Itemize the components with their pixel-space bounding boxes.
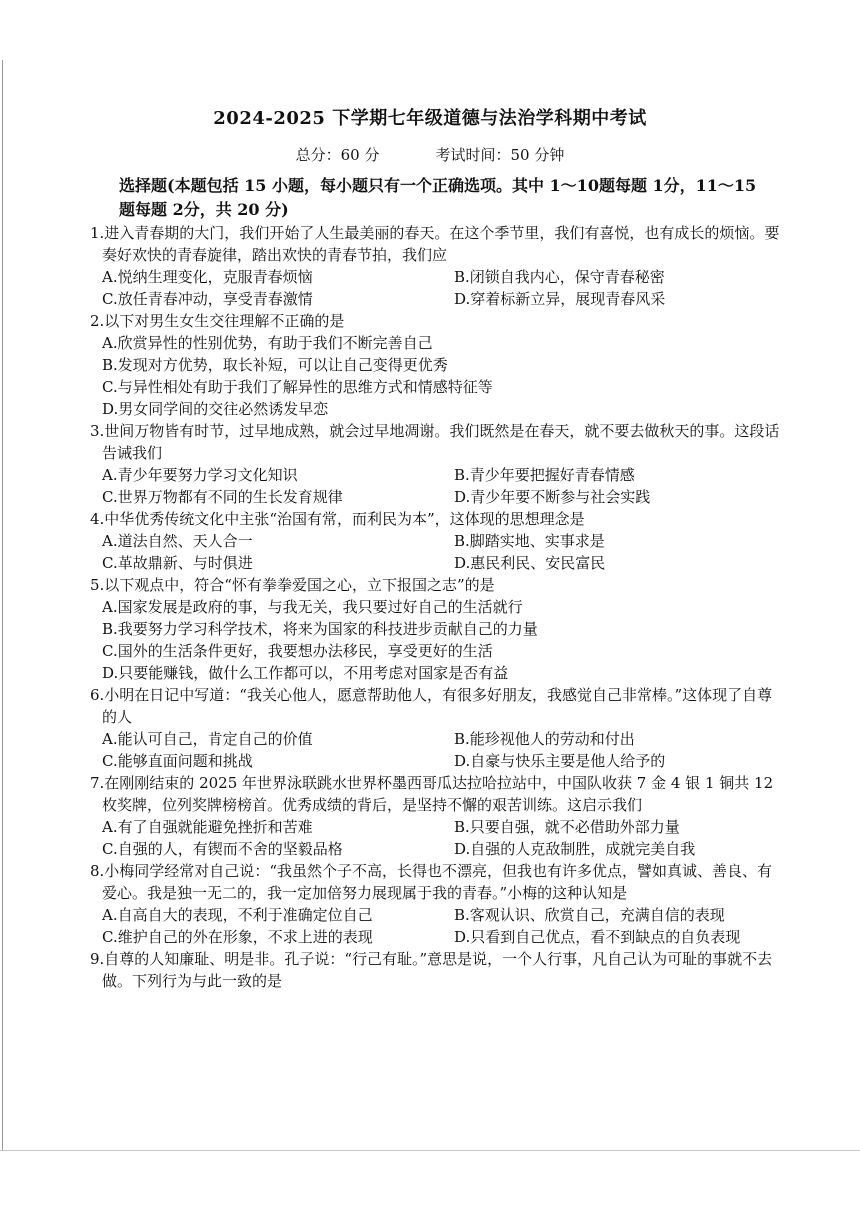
- option-b: B.闭锁自我内心，保守青春秘密: [454, 268, 665, 286]
- option-d: D.男女同学间的交往必然诱发早恋: [102, 400, 329, 418]
- question-options: [90, 464, 780, 508]
- question-6: [90, 684, 780, 772]
- option-a: A.能认可自己，肯定自己的价值: [102, 730, 313, 748]
- option-d: D.只看到自己优点，看不到缺点的自负表现: [454, 928, 741, 946]
- option-d: D.只要能赚钱，做什么工作都可以，不用考虑对国家是否有益: [102, 664, 509, 682]
- section-heading: 选择题(本题包括 15 小题，每小题只有一个正确选项。其中 1～10题每题 1分，11～15 题每题 2分，共 20 分): [119, 176, 757, 219]
- option-a: A.有了自强就能避免挫折和苦难: [102, 818, 313, 836]
- question-7: [90, 772, 780, 860]
- option-d: D.青少年要不断参与社会实践: [454, 488, 651, 506]
- question-8: [90, 860, 780, 948]
- question-stem: 8.小梅同学经常对自己说：“我虽然个子不高，长得也不漂亮，但我也有许多优点，譬如真诚、善良、有爱心。我是独一无二的，我一定加倍努力展现属于我的青春。”小梅的这种认知是: [90, 862, 772, 902]
- question-stem: 9.自尊的人知廉耻、明是非。孔子说：“行己有耻。”意思是说，一个人行事，凡自己认为可耻的事就不去做。下列行为与此一致的是: [90, 950, 773, 990]
- option-b: B.客观认识、欣赏自己，充满自信的表现: [454, 906, 725, 924]
- option-b: B.能珍视他人的劳动和付出: [454, 730, 635, 748]
- total-score: 总分：60 分: [295, 146, 380, 164]
- question-options: [90, 596, 780, 684]
- question-1: [90, 222, 780, 310]
- option-d: D.自强的人克敌制胜，成就完美自我: [454, 840, 696, 858]
- option-b: B.青少年要把握好青春情感: [454, 466, 635, 484]
- question-9: [90, 948, 780, 992]
- question-stem: 7.在刚刚结束的 2025 年世界泳联跳水世界杯墨西哥瓜达拉哈拉站中，中国队收获 7 金 4 银 1 铜共 12 枚奖牌，位列奖牌榜榜首。优秀成绩的背后，是坚持不懈的艰苦训练。这启示我们: [90, 774, 774, 814]
- option-c: C.与异性相处有助于我们了解异性的思维方式和情感特征等: [102, 378, 493, 396]
- option-c: C.能够直面问题和挑战: [102, 752, 253, 770]
- exam-duration: 考试时间：50 分钟: [435, 146, 565, 164]
- question-options: [90, 332, 780, 420]
- option-a: A.悦纳生理变化，克服青春烦恼: [102, 268, 313, 286]
- question-stem: 1.进入青春期的大门，我们开始了人生最美丽的春天。在这个季节里，我们有喜悦，也有成长的烦恼。要奏好欢快的青春旋律，踏出欢快的青春节拍，我们应: [90, 224, 780, 264]
- option-c: C.革故鼎新、与时俱进: [102, 554, 253, 572]
- question-3: [90, 420, 780, 508]
- question-4: [90, 508, 780, 574]
- option-b: B.我要努力学习科学技术，将来为国家的科技进步贡献自己的力量: [102, 620, 538, 638]
- option-b: B.发现对方优势，取长补短，可以让自己变得更优秀: [102, 356, 448, 374]
- option-a: A.自高自大的表现，不利于准确定位自己: [102, 906, 373, 924]
- option-c: C.维护自己的外在形象，不求上进的表现: [102, 928, 373, 946]
- option-a: A.欣赏异性的性别优势，有助于我们不断完善自己: [102, 334, 433, 352]
- option-a: A.国家发展是政府的事，与我无关，我只要过好自己的生活就行: [102, 598, 523, 616]
- question-options: [90, 728, 780, 772]
- question-options: [90, 266, 780, 310]
- question-2: [90, 310, 780, 420]
- option-c: C.放任青春冲动，享受青春激情: [102, 290, 313, 308]
- option-d: D.穿着标新立异，展现青春风采: [454, 290, 666, 308]
- exam-meta: [0, 144, 860, 165]
- question-options: [90, 816, 780, 860]
- question-options: [90, 530, 780, 574]
- question-list: [90, 222, 780, 992]
- option-b: B.只要自强，就不必借助外部力量: [454, 818, 680, 836]
- option-c: C.国外的生活条件更好，我要想办法移民，享受更好的生活: [102, 642, 493, 660]
- question-stem: 5.以下观点中，符合“怀有拳拳爱国之心，立下报国之志”的是: [90, 576, 495, 594]
- question-stem: 4.中华优秀传统文化中主张“治国有常，而利民为本”，这体现的思想理念是: [90, 510, 585, 528]
- option-c: C.世界万物都有不同的生长发育规律: [102, 488, 343, 506]
- question-stem: 2.以下对男生女生交往理解不正确的是: [90, 312, 345, 330]
- option-b: B.脚踏实地、实事求是: [454, 532, 605, 550]
- option-a: A.道法自然、天人合一: [102, 532, 253, 550]
- question-5: [90, 574, 780, 684]
- question-options: [90, 904, 780, 948]
- option-c: C.自强的人，有锲而不舍的坚毅品格: [102, 840, 343, 858]
- option-d: D.自豪与快乐主要是他人给予的: [454, 752, 666, 770]
- option-a: A.青少年要努力学习文化知识: [102, 466, 298, 484]
- question-stem: 3.世间万物皆有时节，过早地成熟，就会过早地凋谢。我们既然是在春天，就不要去做秋天的事。这段话告诫我们: [90, 422, 780, 462]
- exam-title: 2024-2025 下学期七年级道德与法治学科期中考试: [213, 108, 647, 129]
- question-stem: 6.小明在日记中写道：“我关心他人，愿意帮助他人，有很多好朋友，我感觉自己非常棒。”这体现了自尊的人: [90, 686, 773, 726]
- option-d: D.惠民利民、安民富民: [454, 554, 606, 572]
